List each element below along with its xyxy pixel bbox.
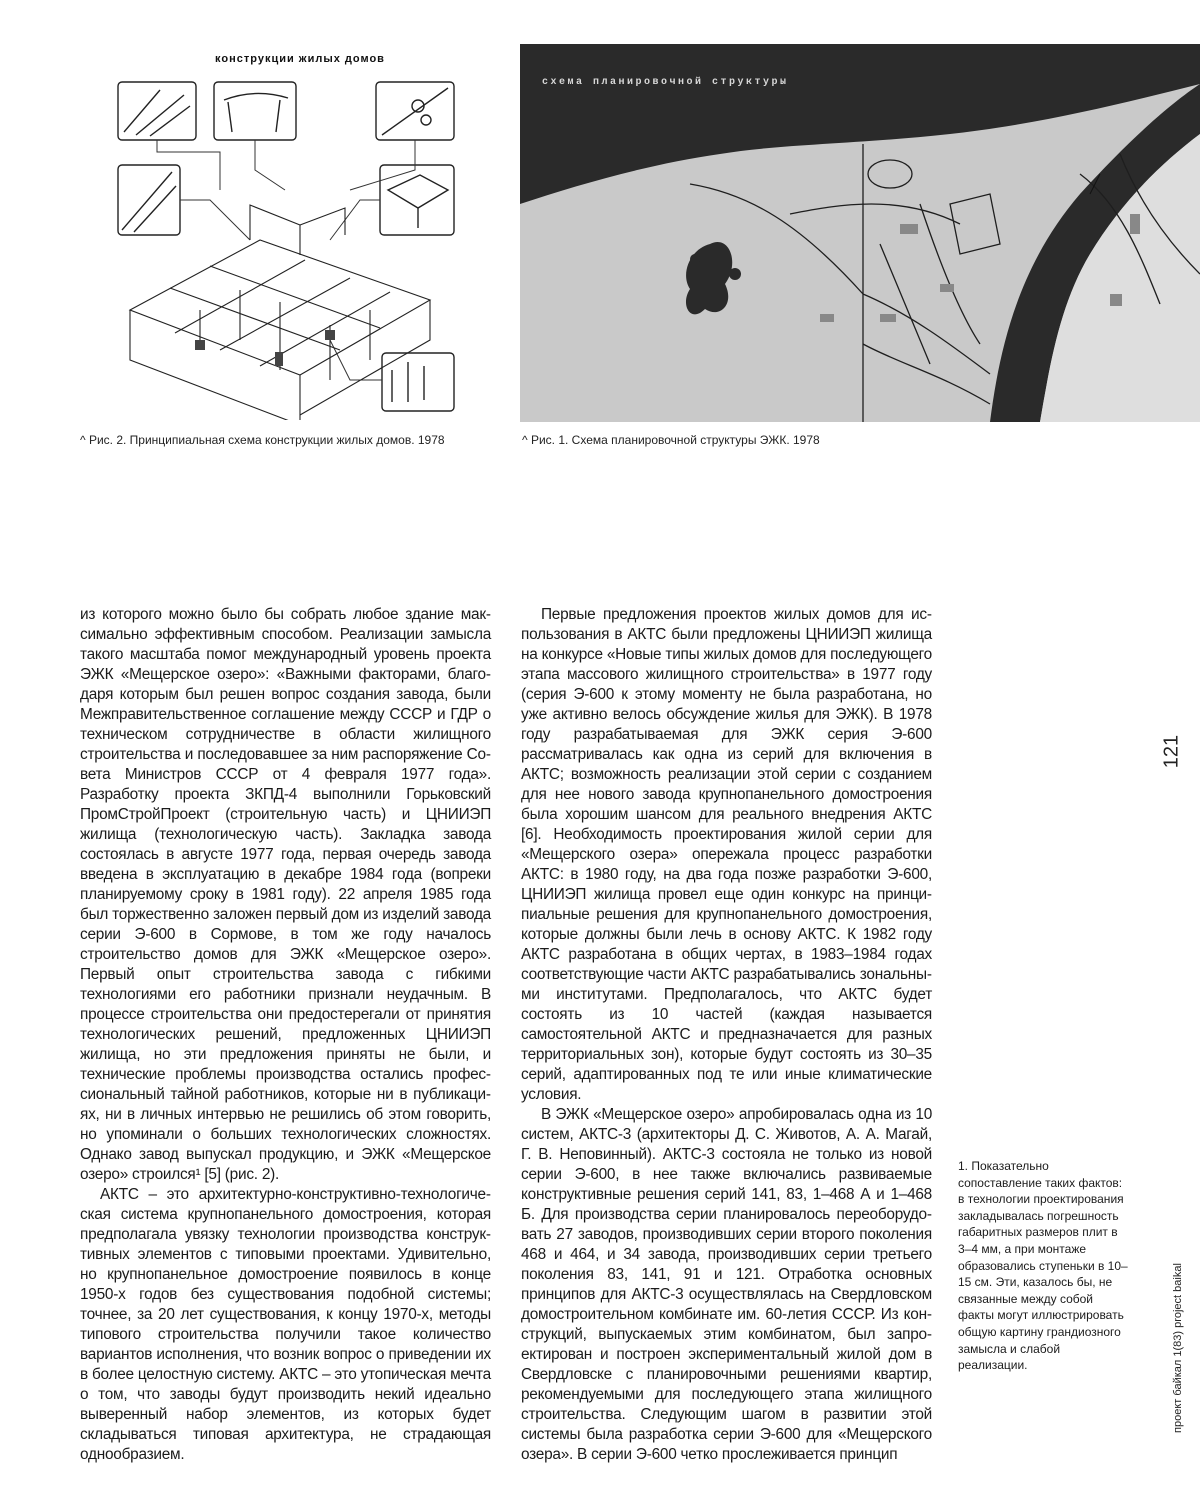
figure-1-title: схема планировочной структуры [542,77,789,88]
left-paragraph: из которого можно было бы собрать любое здание максимально эффективным способом. Реализации замысла такого масштаба помог международный уровень проекта ЭЖК «Мещерское озеро»: «Важными факторами, благодаря которым был решен вопрос создания завода, были Межправительственное соглашение между СССР и ГДР о техническом сотрудничестве в области жилищного строительства и последовавшее за ним распоряжение Совета Министров СССР от 4 февраля 1977 года». Разработку проекта ЗКПД-4 выполнили Горьковский ПромСтройПроект (строительную часть) и ЦНИИЭП жилища (технологическую часть). Закладка завода состоялась в августе 1977 года, первая очередь завода введена в эксплуатацию в декабре 1984 года (вопреки планируемому сроку в 1981 году). 22 апреля 1985 года был торжественно заложен первый дом из изделий завода серии Э-600 в Сормове, в том же году началось строительство домов для ЭЖК «Мещерское озеро». Первый опыт строительства завода с гибкими технологиями его работники признали неудачным. В процессе строительства они предостерегали от принятия технологических решений, предложенных ЦНИИЭП жилища, но эти предложения приняты не были, и технические проблемы производства остались профессиональный тайной работников, которые ни в публикациях, ни в личных интервью не решились об этом говорить, но упоминали о больших технологических сложностях. Однако завод выпускал продукцию, и ЭЖК «Мещерское озеро» строился¹ [5] (рис. 2). [80,606,491,1183]
running-head: проект байкал 1(83) project baikal [1172,1263,1184,1433]
figure-2-construction-diagram [100,40,500,420]
planning-map-image [520,44,1200,422]
figure-1-planning-map [520,44,1200,422]
figure-2-title: конструкции жилых домов [215,53,385,65]
figure-2-caption: ^ Рис. 2. Принципиальная схема конструкции жилых домов. 1978 [80,433,445,447]
right-paragraph: В ЭЖК «Мещерское озеро» апробировалась одна из 10 систем, АКТС-3 (архитекторы Д. С. Животов, А. А. Магай, Г. В. Неповинный). АКТС-3 состояла не только из новой серии Э-600, в нее также включались развиваемые конструктивные решения серий 141, 83, 1–468 А и 1–468 Б. Для производства серии планировалось переоборудовать 27 заводов, производивших серии второго поколения 468 и 464, и 34 завода, производивших серии третьего поколения 83, 141, 91 и 121. Отработка основных принципов для АКТС-3 осуществлялась на Свердловском домостроительном комбинате им. 60-летия СССР. Из конструкций, выпускаемых этим комбинатом, был запроектирован и построен экспериментальный жилой дом в Свердловске с планировочными решениями квартир, рекомендуемыми для последующего этапа жилищного строительства. Следующим шагом в развитии этой системы была разработка серии Э-600 для «Мещерского озера». В серии Э-600 четко прослеживается принцип [521,1106,932,1463]
figure-1-caption: ^ Рис. 1. Схема планировочной структуры ЭЖК. 1978 [522,433,820,447]
page-number: 121 [1160,734,1183,769]
right-paragraph: Первые предложения проектов жилых домов для использования в АКТС были предложены ЦНИИЭП жилища на конкурсе «Новые типы жилых домов для последующего этапа массового жилищного строительства» в 1977 году (серия Э-600 к этому моменту не была разработана, но уже активно велось обсуждение жилья для ЭЖК). В 1978 году разрабатываемая для ЭЖК серия Э-600 рассматривалась как одна из серий для включения в АКТС; возможность реализации этой серии с созданием для нее нового завода крупнопанельного домостроения была хорошим шансом для реального внедрения АКТС [6]. Необходимость проектирования жилой серии для «Мещерского озера» опережала процесс разработки АКТС: в 1980 году, на два года позже разработки Э-600, ЦНИИЭП жилища провел еще один конкурс на принципиальные решения для крупнопанельного домостроения, которые должны были лечь в основу АКТС. К 1982 году АКТС разработана в общих чертах, в 1983–1984 годах соответствующие части АКТС разрабатывались зональными институтами. Предполагалось, что АКТС будет состоять из 10 частей (каждая называется самостоятельной АКТС и предназначается для разных территориальных зон), которые будут состоять из 30–35 серий, адаптированных под те или иные климатические условия. [521,606,932,1103]
text-column-right [521,605,932,1465]
left-paragraph: АКТС – это архитектурно-конструктивно-технологическая система крупнопанельного домостроения, которая предполагала увязку технологии производства конструктивных элементов с типовыми проектами. Удивительно, но крупнопанельное домостроение появилось в конце 1950-х годов без существования подобной системы; точнее, за 20 лет существования, к концу 1970-х, методы типового строительства получили такое количество вариантов исполнения, что возник вопрос о приведении их в более целостную систему. АКТС – это утопическая мечта о том, что заводы будут производить некий идеально выверенный набор элементов, из которых будет складываться типовая архитектура, не страдающая однообразием. [80,1186,491,1463]
text-column-left [80,605,491,1465]
construction-drawing [100,40,500,420]
footnote: 1. Показательно сопоставление таких фактов: в технологии проектирования закладывалась погрешность габаритных размеров плит в 3–4 мм, а при монтаже образовались ступеньки в 10–15 см. Эти, казалось бы, не связанные между собой факты могут иллюстрировать общую картину грандиозного замысла и слабой реализации. [958,1159,1128,1373]
